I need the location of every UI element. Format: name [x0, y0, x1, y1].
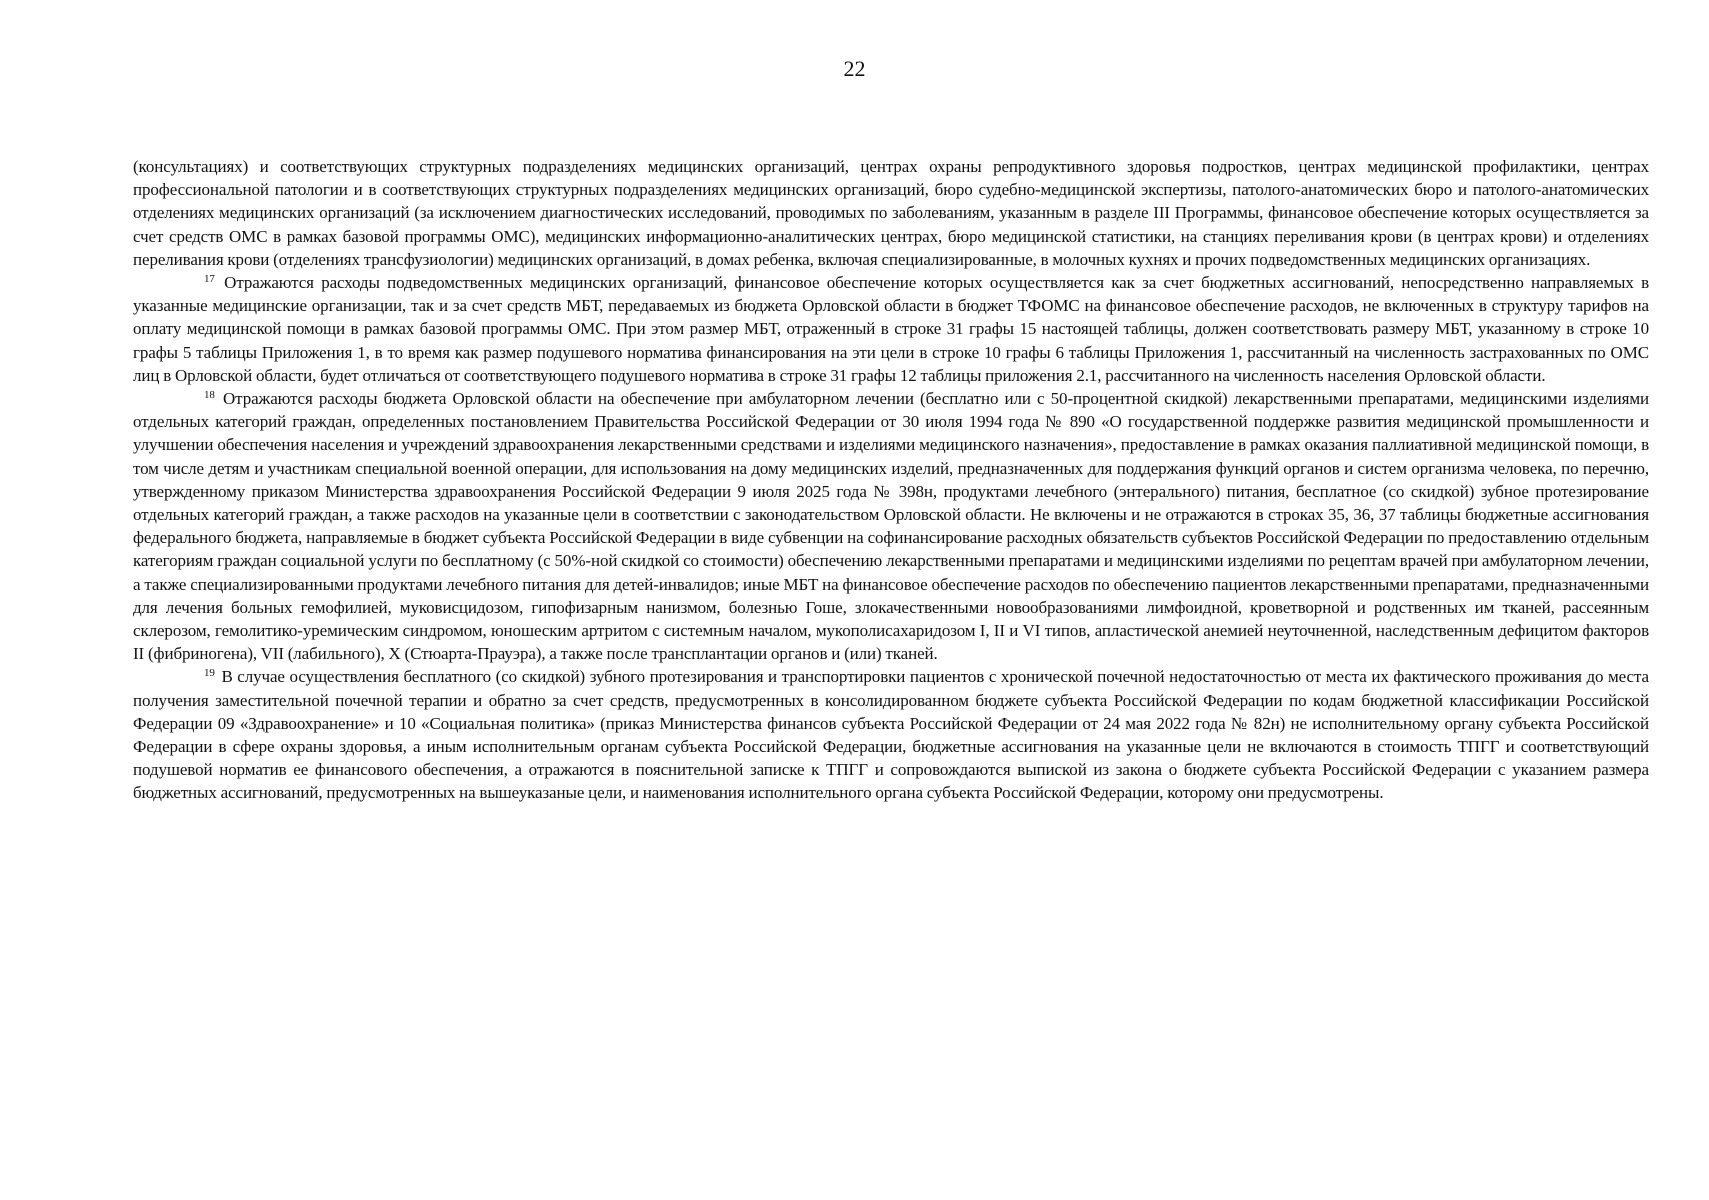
footnote-marker: 19	[204, 667, 215, 680]
footnote-text: Отражаются расходы подведомственных медицинских организаций, финансовое обеспечение которых осуществляется как за счет бюджетных ассигнований, непосредственно направляемых в указанные медицинские организации, так и за счет средств МБТ, передаваемых из бюджета Орловской области в бюджет ТФОМС на финансовое обеспечение расходов, не включенных в структуру тарифов на оплату медицинской помощи в рамках базовой программы ОМС. При этом размер МБТ, отраженный в строке 31 графы 15 настоящей таблицы, должен соответствовать размеру МБТ, указанному в строке 10 графы 5 таблицы Приложения 1, в то время как размер подушевого норматива финансирования на эти цели в строке 10 графы 6 таблицы Приложения 1, рассчитанный на численность застрахованных по ОМС лиц в Орловской области, будет отличаться от соответствующего подушевого норматива в строке 31 графы 12 таблицы приложения 2.1, рассчитанного на численность населения Орловской области.	[133, 273, 1649, 385]
footnote-text: В случае осуществления бесплатного (со скидкой) зубного протезирования и транспортировки пациентов с хронической почечной недостаточностью от места их фактического проживания до места получения заместительной почечной терапии и обратно за счет средств, предусмотренных в консолидированном бюджете субъекта Российской Федерации по кодам бюджетной классификации Российской Федерации 09 «Здравоохранение» и 10 «Социальная политика» (приказ Министерства финансов субъекта Российской Федерации от 24 мая 2022 года № 82н) не исполнительному органу субъекта Российской Федерации в сфере охраны здоровья, а иным исполнительным органам субъекта Российской Федерации, бюджетные ассигнования на указанные цели не включаются в стоимость ТПГГ и соответствующий подушевой норматив ее финансового обеспечения, а отражаются в пояснительной записке к ТПГГ и сопровождаются выпиской из закона о бюджете субъекта Российской Федерации с указанием размера бюджетных ассигнований, предусмотренных на вышеуказаные цели, и наименования исполнительного органа субъекта Российской Федерации, которому они предусмотрены.	[133, 667, 1649, 803]
footnote-17	[133, 271, 1649, 387]
footnote-text: Отражаются расходы бюджета Орловской области на обеспечение при амбулаторном лечении (бесплатно или с 50-процентной скидкой) лекарственными препаратами, медицинскими изделиями отдельных категорий граждан, определенных постановлением Правительства Российской Федерации от 30 июля 1994 года № 890 «О государственной поддержке развития медицинской промышленности и улучшении обеспечения населения и учреждений здравоохранения лекарственными средствами и изделиями медицинского назначения», предоставление в рамках оказания паллиативной медицинской помощи, в том числе детям и участникам специальной военной операции, для использования на дому медицинских изделий, предназначенных для поддержания функций органов и систем организма человека, по перечню, утвержденному приказом Министерства здравоохранения Российской Федерации 9 июля 2025 года № 398н, продуктами лечебного (энтерального) питания, бесплатное (со скидкой) зубное протезирование отдельных категорий граждан, а также расходов на указанные цели в соответствии с законодательством Орловской области. Не включены и не отражаются в строках 35, 36, 37 таблицы бюджетные ассигнования федерального бюджета, направляемые в бюджет субъекта Российской Федерации в виде субвенции на софинансирование расходных обязательств субъектов Российской Федерации по предоставлению отдельным категориям граждан социальной услуги по бесплатному (с 50%-ной скидкой со стоимости) обеспечению лекарственными препаратами и медицинскими изделиями по рецептам врачей при амбулаторном лечении, а также специализированными продуктами лечебного питания для детей-инвалидов; иные МБТ на финансовое обеспечение расходов по обеспечению пациентов лекарственными препаратами, предназначенными для лечения больных гемофилией, муковисцидозом, гипофизарным нанизмом, болезнью Гоше, злокачественными новообразованиями лимфоидной, кроветворной и родственных им тканей, рассеянным склерозом, гемолитико-уремическим синдромом, юношеским артритом с системным началом, мукополисахаридозом I, II и VI типов, апластической анемией неуточненной, наследственным дефицитом факторов II (фибриногена), VII (лабильного), X (Стюарта-Прауэра), а также после трансплантации органов и (или) тканей.	[133, 389, 1649, 664]
footnote-marker: 18	[204, 389, 215, 402]
footnote-marker: 17	[204, 273, 215, 286]
footnotes-text	[133, 155, 1649, 805]
page-number: 22	[843, 56, 866, 81]
footnote-19	[133, 665, 1649, 804]
footnote-18	[133, 387, 1649, 665]
continuation-paragraph: (консультациях) и соответствующих структурных подразделениях медицинских организаций, центрах охраны репродуктивного здоровья подростков, центрах медицинской профилактики, центрах профессиональной патологии и в соответствующих структурных подразделениях медицинских организаций, бюро судебно-медицинской экспертизы, патолого-анатомических бюро и патолого-анатомических отделениях медицинских организаций (за исключением диагностических исследований, проводимых по заболеваниям, указанным в разделе III Программы, финансовое обеспечение которых осуществляется за счет средств ОМС в рамках базовой программы ОМС), медицинских информационно-аналитических центрах, бюро медицинской статистики, на станциях переливания крови (в центрах крови) и отделениях переливания крови (отделениях трансфузиологии) медицинских организаций, в домах ребенка, включая специализированные, в молочных кухнях и прочих подведомственных медицинских организациях.	[133, 157, 1649, 269]
